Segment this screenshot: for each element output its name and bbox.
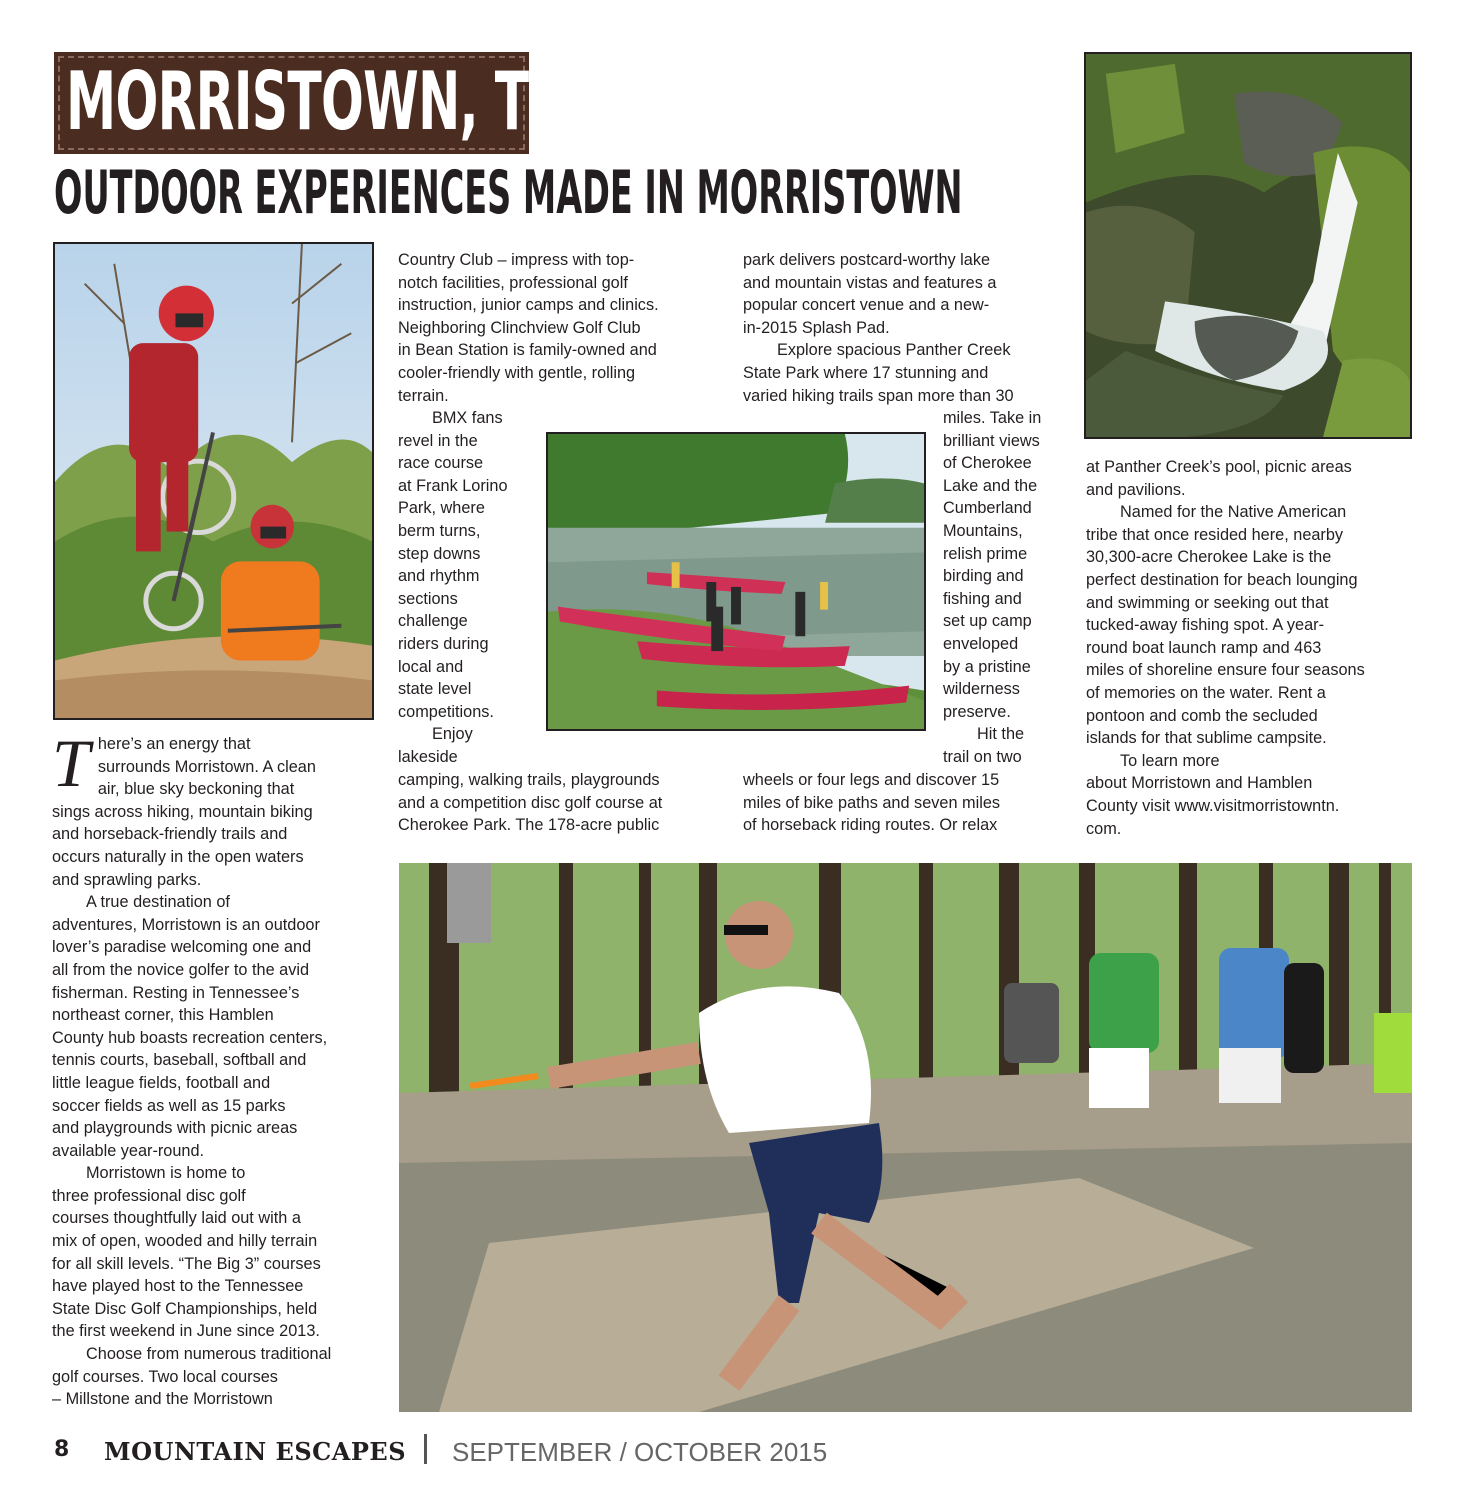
disc-golf-photo	[399, 863, 1412, 1412]
page-number: 8	[54, 1437, 70, 1462]
body-column-2	[398, 249, 718, 407]
text-line: perfect destination for beach lounging	[1086, 570, 1358, 589]
text-line: – Millstone and the Morristown	[52, 1390, 273, 1409]
text-line: courses thoughtfully laid out with a	[52, 1209, 301, 1228]
text-line: and rhythm	[398, 567, 480, 586]
text-line: air, blue sky beckoning that	[97, 780, 295, 799]
text-line: and pavilions.	[1086, 480, 1186, 499]
text-line: wheels or four legs and discover 15	[743, 771, 1000, 789]
text-line: challenge	[398, 612, 468, 631]
text-line: relish prime	[943, 544, 1028, 563]
text-line: BMX fans	[432, 409, 503, 427]
issue-date: SEPTEMBER / OCTOBER 2015	[452, 1437, 828, 1467]
text-line: tennis courts, baseball, softball and	[52, 1051, 307, 1070]
text-line: available year-round.	[52, 1141, 205, 1160]
text-line: three professional disc golf	[52, 1186, 246, 1205]
text-line: competitions.	[398, 702, 494, 721]
text-line: golf courses. Two local courses	[52, 1367, 278, 1386]
text-line: for all skill levels. “The Big 3” courses	[52, 1254, 321, 1273]
text-line: camping, walking trails, playgrounds	[398, 771, 660, 789]
text-line: have played host to the Tennessee	[52, 1277, 304, 1296]
text-line: County visit www.visitmorristowntn.	[1086, 796, 1340, 815]
text-line: Park, where	[398, 499, 485, 518]
text-line: trail on two	[943, 747, 1022, 766]
bmx-riders-photo	[53, 242, 374, 720]
text-line: surrounds Morristown. A clean	[97, 757, 316, 776]
text-line: State Disc Golf Championships, held	[52, 1299, 318, 1318]
text-line: Cherokee Park. The 178-acre public	[398, 816, 660, 835]
text-line: Mountains,	[943, 521, 1023, 540]
text-line: com.	[1086, 819, 1122, 838]
text-line: by a pristine	[943, 657, 1031, 676]
page-subtitle: OUTDOOR EXPERIENCES MADE IN MORRISTOWN	[54, 158, 963, 228]
body-column-2-bottom	[398, 769, 728, 837]
magazine-name: MOUNTAIN ESCAPES	[104, 1437, 407, 1466]
text-line: miles of bike paths and seven miles	[743, 793, 1001, 812]
text-line: miles of shoreline ensure four seasons	[1086, 661, 1365, 680]
text-line: of memories on the water. Rent a	[1086, 683, 1326, 702]
text-line: and sprawling parks.	[52, 870, 202, 889]
text-line: of horseback riding routes. Or relax	[743, 816, 998, 835]
text-line: varied hiking trails span more than 30	[743, 386, 1014, 405]
title-banner	[54, 52, 570, 154]
text-line: about Morristown and Hamblen	[1086, 774, 1313, 793]
text-line: riders during	[398, 634, 489, 653]
text-line: Named for the Native American	[1120, 503, 1347, 522]
text-line: brilliant views	[943, 431, 1040, 450]
text-line: tribe that once resided here, nearby	[1086, 525, 1344, 544]
text-line: local and	[398, 657, 464, 676]
text-line: race course	[398, 454, 484, 473]
text-line: and horseback-friendly trails and	[52, 825, 288, 844]
paragraph-intro	[52, 725, 377, 891]
text-line: of Cherokee	[943, 454, 1032, 473]
text-line: state level	[398, 680, 472, 699]
text-line: at Panther Creek’s pool, picnic areas	[1086, 458, 1352, 476]
text-line: Explore spacious Panther Creek	[777, 341, 1011, 360]
text-line: park delivers postcard-worthy lake	[743, 251, 991, 269]
text-line: and mountain vistas and features a	[743, 273, 997, 292]
text-line: lover’s paradise welcoming one and	[52, 938, 312, 957]
text-line: and a competition disc golf course at	[398, 793, 663, 812]
text-line: the first weekend in June since 2013.	[52, 1322, 320, 1341]
body-column-1	[52, 725, 377, 1411]
paragraph-destination	[52, 891, 377, 1162]
text-line: Country Club – impress with top-	[398, 251, 635, 269]
text-line: northeast corner, this Hamblen	[52, 1006, 274, 1025]
text-line: Cumberland	[943, 499, 1032, 518]
text-line: birding and	[943, 567, 1024, 586]
text-line: all from the novice golfer to the avid	[52, 960, 310, 979]
footer-divider	[424, 1434, 427, 1464]
paragraph-disc-golf	[52, 1162, 377, 1343]
text-line: notch facilities, professional golf	[398, 273, 628, 292]
text-line: little league fields, football and	[52, 1073, 271, 1092]
text-line: sections	[398, 589, 458, 608]
text-line: set up camp	[943, 612, 1032, 631]
text-line: miles. Take in	[943, 409, 1042, 427]
text-line: and playgrounds with picnic areas	[52, 1119, 298, 1138]
text-line: and swimming or seeking out that	[1086, 593, 1329, 612]
text-line: step downs	[398, 544, 481, 563]
body-column-3	[743, 249, 1073, 407]
text-line: Hit the	[977, 725, 1025, 744]
text-line: fishing and	[943, 589, 1022, 608]
text-line: in Bean Station is family-owned and	[398, 341, 657, 360]
text-line: wilderness	[943, 680, 1020, 699]
canoes-lake-photo	[546, 432, 926, 731]
text-line: Neighboring Clinchview Golf Club	[398, 318, 641, 337]
text-line: terrain.	[398, 386, 449, 405]
body-column-4	[1086, 456, 1416, 840]
page-title: MORRISTOWN, TN	[66, 55, 570, 148]
text-line: Morristown is home to	[86, 1164, 246, 1183]
text-line: here’s an energy that	[97, 735, 251, 753]
text-line: adventures, Morristown is an outdoor	[52, 915, 320, 934]
paragraph-golf-courses	[52, 1343, 377, 1411]
text-line: revel in the	[398, 431, 478, 450]
text-line: islands for that sublime campsite.	[1086, 729, 1327, 748]
text-line: lakeside	[398, 747, 458, 766]
text-line: Lake and the	[943, 476, 1038, 495]
text-line: A true destination of	[86, 893, 230, 912]
text-line: preserve.	[943, 702, 1011, 721]
text-line: instruction, junior camps and clinics.	[398, 296, 659, 315]
text-line: cooler-friendly with gentle, rolling	[398, 363, 636, 382]
waterfall-photo	[1084, 52, 1412, 439]
text-line: round boat launch ramp and 463	[1086, 638, 1322, 657]
text-line: To learn more	[1120, 751, 1220, 770]
text-line: tucked-away fishing spot. A year-	[1086, 616, 1325, 635]
text-line: sings across hiking, mountain biking	[52, 802, 313, 821]
text-line: State Park where 17 stunning and	[743, 363, 989, 382]
text-line: fisherman. Resting in Tennessee’s	[52, 983, 300, 1002]
text-line: 30,300-acre Cherokee Lake is the	[1086, 548, 1332, 567]
text-line: berm turns,	[398, 521, 481, 540]
text-line: Choose from numerous traditional	[86, 1345, 332, 1364]
text-line: County hub boasts recreation centers,	[52, 1028, 328, 1047]
text-line: soccer fields as well as 15 parks	[52, 1096, 286, 1115]
drop-cap: T	[52, 725, 90, 801]
text-line: occurs naturally in the open waters	[52, 847, 304, 866]
body-column-2-narrow	[398, 407, 538, 769]
text-line: Enjoy	[432, 725, 473, 744]
body-column-3-bottom	[743, 769, 1073, 837]
body-column-3-narrow	[943, 407, 1068, 769]
text-line: enveloped	[943, 634, 1019, 653]
text-line: popular concert venue and a new-	[743, 296, 990, 315]
text-line: pontoon and comb the secluded	[1086, 706, 1318, 725]
text-line: mix of open, wooded and hilly terrain	[52, 1232, 318, 1251]
text-line: at Frank Lorino	[398, 476, 508, 495]
text-line: in-2015 Splash Pad.	[743, 318, 890, 337]
